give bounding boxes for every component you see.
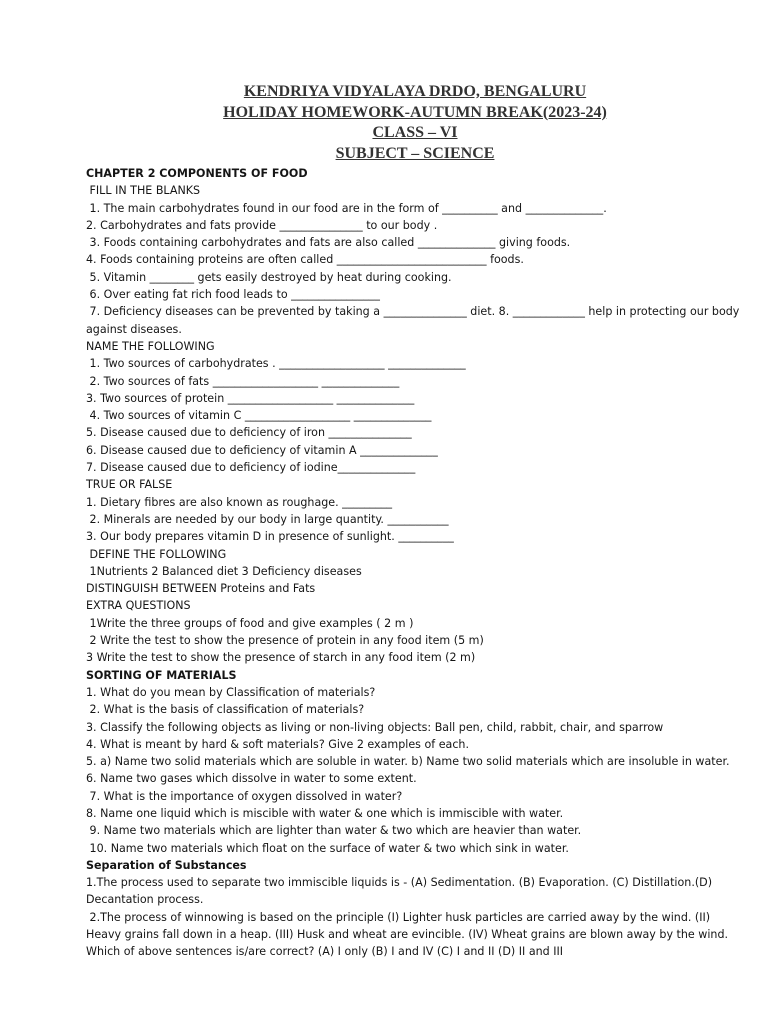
question-item: 4. Foods containing proteins are often called ___________________________ foods. bbox=[86, 253, 524, 267]
question-item: 5. Vitamin ________ gets easily destroyed by heat during cooking. bbox=[86, 270, 452, 284]
section-heading-name-following: NAME THE FOLLOWING bbox=[86, 339, 215, 353]
question-item: 7. Disease caused due to deficiency of iodine______________ bbox=[86, 461, 416, 475]
question-item: 9. Name two materials which are lighter than water & two which are heavier than water. bbox=[86, 824, 582, 838]
section-heading-fill-blanks: FILL IN THE BLANKS bbox=[86, 184, 201, 198]
sorting-title: SORTING OF MATERIALS bbox=[86, 668, 237, 682]
section-heading-distinguish: DISTINGUISH BETWEEN Proteins and Fats bbox=[86, 582, 316, 596]
question-item: 3. Classify the following objects as living or non-living objects: Ball pen, child, rabbit, chair, and sparrow bbox=[86, 720, 664, 734]
question-item: 1. The main carbohydrates found in our food are in the form of __________ and ______________. bbox=[86, 201, 607, 215]
question-item: 2. What is the basis of classification of materials? bbox=[86, 703, 365, 717]
document-body bbox=[86, 165, 746, 961]
question-item: 4. Two sources of vitamin C ___________________ ______________ bbox=[86, 409, 432, 423]
document-header bbox=[0, 82, 770, 164]
homework-title: HOLIDAY HOMEWORK-AUTUMN BREAK(2023-24) bbox=[223, 103, 607, 121]
question-item: 3 Write the test to show the presence of starch in any food item (2 m) bbox=[86, 651, 476, 665]
question-item: 6. Disease caused due to deficiency of vitamin A ______________ bbox=[86, 443, 438, 457]
question-item: 5. a) Name two solid materials which are soluble in water. b) Name two solid materials which are insoluble in water. bbox=[86, 755, 730, 769]
question-item: 1Nutrients 2 Balanced diet 3 Deficiency diseases bbox=[86, 564, 362, 578]
question-item: 1. Two sources of carbohydrates . ___________________ ______________ bbox=[86, 357, 466, 371]
question-item: 7. Deficiency diseases can be prevented by taking a _______________ diet. 8. _____________ help in protecting our body against diseases. bbox=[86, 305, 743, 336]
class-label: CLASS – VI bbox=[372, 124, 458, 142]
question-item: 5. Disease caused due to deficiency of iron _______________ bbox=[86, 426, 412, 440]
question-item: 8. Name one liquid which is miscible with water & one which is immiscible with water. bbox=[86, 806, 564, 820]
question-item: 3. Foods containing carbohydrates and fats are also called ______________ giving foods. bbox=[86, 236, 571, 250]
separation-title: Separation of Substances bbox=[86, 858, 247, 872]
school-name: KENDRIYA VIDYALAYA DRDO, BENGALURU bbox=[243, 83, 587, 100]
question-item: 2. Minerals are needed by our body in large quantity. ___________ bbox=[86, 512, 449, 526]
question-item: 1.The process used to separate two immiscible liquids is - (A) Sedimentation. (B) Evaporation. (C) Distillation.(D) Decantation process. bbox=[86, 876, 716, 907]
question-item: 10. Name two materials which float on the surface of water & two which sink in water. bbox=[86, 841, 569, 855]
question-item: 2. Two sources of fats ___________________ ______________ bbox=[86, 374, 400, 388]
question-item: 1. What do you mean by Classification of materials? bbox=[86, 685, 376, 699]
question-item: 4. What is meant by hard & soft materials? Give 2 examples of each. bbox=[86, 737, 469, 751]
section-heading-extra: EXTRA QUESTIONS bbox=[86, 599, 191, 613]
question-item: 3. Our body prepares vitamin D in presence of sunlight. __________ bbox=[86, 530, 454, 544]
question-item: 6. Name two gases which dissolve in water to some extent. bbox=[86, 772, 417, 786]
subject-label: SUBJECT – SCIENCE bbox=[335, 144, 495, 162]
question-item: 2. Carbohydrates and fats provide _______________ to our body . bbox=[86, 218, 438, 232]
question-item: 2.The process of winnowing is based on the principle (I) Lighter husk particles are carried away by the wind. (II) Heavy grains fall down in a heap. (III) Husk and wheat are evincible. (IV) Wheat grains are blown away by the wind. Which of above sentences is/are correct? (A) I only (B) I and IV (C) I and II (D) II and III bbox=[86, 910, 732, 959]
section-heading-define: DEFINE THE FOLLOWING bbox=[86, 547, 227, 561]
question-item: 2 Write the test to show the presence of protein in any food item (5 m) bbox=[86, 634, 484, 648]
section-heading-true-false: TRUE OR FALSE bbox=[86, 478, 173, 492]
chapter-title: CHAPTER 2 COMPONENTS OF FOOD bbox=[86, 167, 308, 180]
question-item: 3. Two sources of protein ___________________ ______________ bbox=[86, 391, 415, 405]
question-item: 6. Over eating fat rich food leads to ________________ bbox=[86, 288, 380, 302]
question-item: 7. What is the importance of oxygen dissolved in water? bbox=[86, 789, 403, 803]
question-item: 1. Dietary fibres are also known as roughage. _________ bbox=[86, 495, 393, 509]
question-item: 1Write the three groups of food and give examples ( 2 m ) bbox=[86, 616, 414, 630]
